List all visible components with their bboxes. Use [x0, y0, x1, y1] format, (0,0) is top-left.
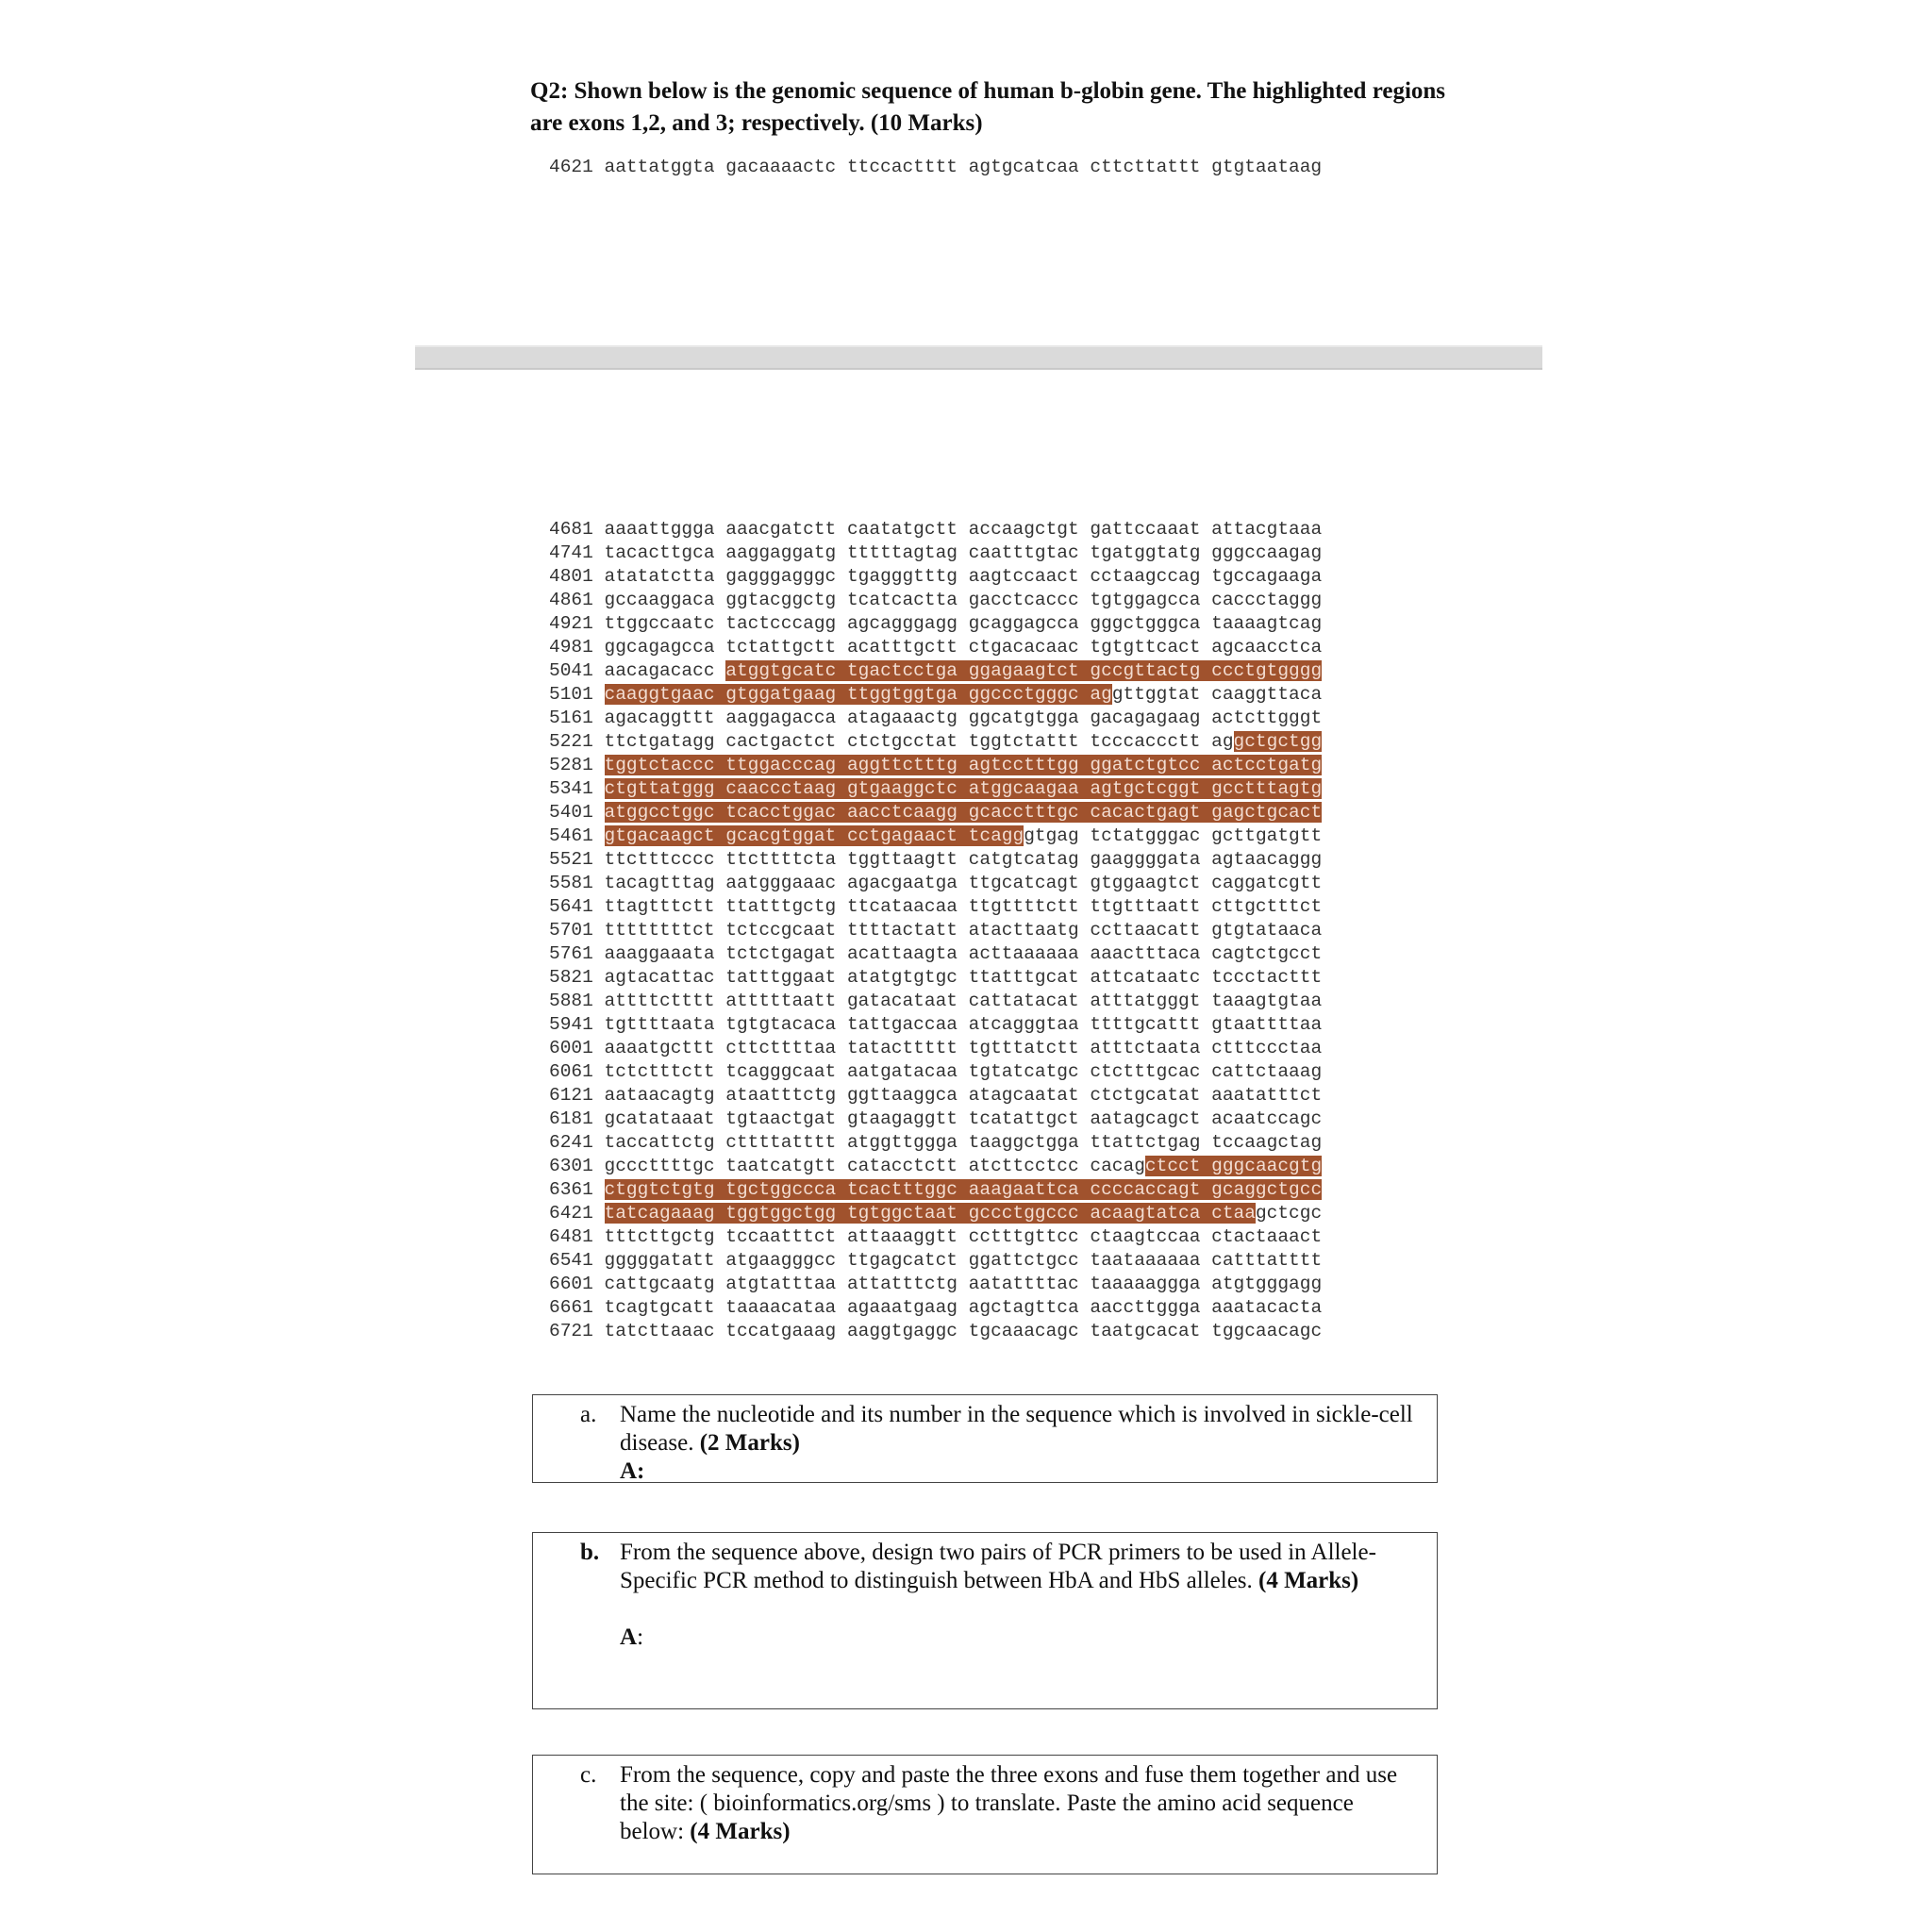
- question-b-answer-colon: :: [637, 1624, 644, 1650]
- question-c-text: From the sequence, copy and paste the three exons and fuse them together and use the site: ( bioinformatics.org/sms ) to translate. Paste the amino acid sequence below:: [620, 1762, 1398, 1844]
- sequence-row: [549, 1225, 1322, 1249]
- exon-segment: gctgctgg: [1233, 731, 1323, 752]
- sequence-position: 6601: [549, 1274, 593, 1294]
- sequence-row: [549, 848, 1322, 872]
- question-b-letter: b.: [580, 1540, 600, 1565]
- sequence-segment: tcagtgcatt taaaacataa agaaatgaag agctagttca aaccttggga aaatacacta: [604, 1297, 1323, 1318]
- sequence-row: [549, 683, 1322, 707]
- sequence-position: 5221: [549, 731, 593, 752]
- sequence-segment: ttttttttct tctccgcaat ttttactatt atacttaatg ccttaacatt gtgtataaca: [604, 920, 1323, 941]
- sequence-row: [549, 1249, 1322, 1273]
- sequence-row: [549, 589, 1322, 612]
- sequence-position: 5281: [549, 755, 593, 775]
- sequence-position: 5881: [549, 991, 593, 1011]
- sequence-row: [549, 730, 1322, 754]
- sequence-segment: tctctttctt tcagggcaat aatgatacaa tgtatcatgc ctctttgcac cattctaaag: [604, 1061, 1323, 1082]
- sequence-position: 6421: [549, 1203, 593, 1224]
- question-b-text-block: [620, 1539, 1414, 1652]
- sequence-row: [549, 565, 1322, 589]
- sequence-segment: gctcgc: [1255, 1203, 1323, 1224]
- sequence-row: [549, 1320, 1322, 1343]
- sequence-segment: tacagtttag aatgggaaac agacgaatga ttgcatcagt gtggaagtct caggatcgtt: [604, 873, 1323, 893]
- sequence-row: [549, 707, 1322, 730]
- sequence-segment: gggggatatt atgaagggcc ttgagcatct ggattctgcc taataaaaaa catttatttt: [604, 1250, 1323, 1271]
- sequence-segment: tatcttaaac tccatgaaag aaggtgaggc tgcaaacagc taatgcacat tggcaacagc: [604, 1321, 1323, 1341]
- sequence-position: 5641: [549, 896, 593, 917]
- sequence-position: 4981: [549, 637, 593, 658]
- page-separator-bar: [415, 345, 1542, 370]
- exon-segment: caaggtgaac gtggatgaag ttggtggtga ggccctgggc ag: [604, 684, 1112, 705]
- sequence-segment: aataacagtg ataatttctg ggttaaggca atagcaatat ctctgcatat aaatatttct: [604, 1085, 1323, 1106]
- sequence-row: [549, 659, 1322, 683]
- sequence-row: [549, 754, 1322, 777]
- sequence-position: 6301: [549, 1156, 593, 1176]
- sequence-position: 5161: [549, 708, 593, 728]
- sequence-row: [549, 990, 1322, 1013]
- sequence-row: [549, 541, 1322, 565]
- sequence-position: 5581: [549, 873, 593, 893]
- question-a-marks: (2 Marks): [699, 1430, 800, 1456]
- sequence-segment: ggcagagcca tctattgctt acatttgctt ctgacacaac tgtgttcact agcaacctca: [604, 637, 1323, 658]
- sequence-segment: atatatctta gagggagggc tgagggtttg aagtccaact cctaagccag tgccagaaga: [604, 566, 1323, 587]
- sequence-row: [549, 966, 1322, 990]
- sequence-position: 6001: [549, 1038, 593, 1058]
- exon-segment: ctgttatggg caaccctaag gtgaaggctc atggcaagaa agtgctcggt gcctttagtg: [604, 778, 1323, 799]
- sequence-position: 5761: [549, 943, 593, 964]
- sequence-position: 4681: [549, 519, 593, 540]
- sequence-row: [549, 1296, 1322, 1320]
- sequence-row: [549, 1155, 1322, 1178]
- sequence-row: [549, 1273, 1322, 1296]
- sequence-segment: ttggccaatc tactcccagg agcagggagg gcaggagcca gggctgggca taaaagtcag: [604, 613, 1323, 634]
- sequence-row: [549, 919, 1322, 942]
- sequence-row: [549, 1060, 1322, 1084]
- question-b-text: From the sequence above, design two pairs of PCR primers to be used in Allele-Specific PCR method to distinguish between HbA and HbS alleles.: [620, 1540, 1376, 1593]
- sequence-row: [549, 612, 1322, 636]
- sequence-position: 6661: [549, 1297, 593, 1318]
- sequence-row: [549, 1131, 1322, 1155]
- sequence-segment: cattgcaatg atgtatttaa attatttctg aatattttac taaaaaggga atgtgggagg: [604, 1274, 1323, 1294]
- sequence-row: [549, 872, 1322, 895]
- sequence-position: 6541: [549, 1250, 593, 1271]
- question-a-box: [532, 1394, 1438, 1483]
- sequence-position: 4741: [549, 542, 593, 563]
- sequence-segment: agtacattac tatttggaat atatgtgtgc ttatttgcat attcataatc tccctacttt: [604, 967, 1323, 988]
- question-c-letter: c.: [580, 1762, 597, 1788]
- sequence-row: [549, 1178, 1322, 1202]
- sequence-row: [549, 1202, 1322, 1225]
- sequence-row: [549, 636, 1322, 659]
- sequence-position: 5941: [549, 1014, 593, 1035]
- sequence-segment: gcccttttgc taatcatgtt catacctctt atcttcctcc cacag: [604, 1156, 1145, 1176]
- sequence-position: 6181: [549, 1108, 593, 1129]
- sequence-row: [549, 1037, 1322, 1060]
- question-a-text-block: [620, 1401, 1414, 1486]
- sequence-segment: tgttttaata tgtgtacaca tattgaccaa atcagggtaa ttttgcattt gtaattttaa: [604, 1014, 1323, 1035]
- sequence-segment: aaaggaaata tctctgagat acattaagta acttaaaaaa aaactttaca cagtctgcct: [604, 943, 1323, 964]
- question-b-marks: (4 Marks): [1258, 1568, 1359, 1593]
- sequence-segment: gttggtat caaggttaca: [1111, 684, 1323, 705]
- sequence-first-line: 4621 aattatggta gacaaaactc ttccactttt agtgcatcaa cttcttattt gtgtaataag: [549, 157, 1323, 177]
- sequence-segment: gccaaggaca ggtacggctg tcatcactta gacctcaccc tgtggagcca caccctaggg: [604, 590, 1323, 610]
- sequence-position: 6481: [549, 1226, 593, 1247]
- exon-segment: gtgacaagct gcacgtggat cctgagaact tcagg: [604, 825, 1024, 846]
- sequence-position: 5041: [549, 660, 593, 681]
- sequence-segment: taccattctg cttttatttt atggttggga taaggctgga ttattctgag tccaagctag: [604, 1132, 1323, 1153]
- sequence-row: [549, 801, 1322, 824]
- sequence-position: 4921: [549, 613, 593, 634]
- sequence-position: 6721: [549, 1321, 593, 1341]
- sequence-segment: tttcttgctg tccaatttct attaaaggtt cctttgttcc ctaagtccaa ctactaaact: [604, 1226, 1323, 1247]
- sequence-position: 6361: [549, 1179, 593, 1200]
- sequence-position: 6241: [549, 1132, 593, 1153]
- sequence-position: 5521: [549, 849, 593, 870]
- exon-segment: atggcctggc tcacctggac aacctcaagg gcacctttgc cacactgagt gagctgcact: [604, 802, 1323, 823]
- sequence-row: [549, 777, 1322, 801]
- sequence-segment: attttctttt atttttaatt gatacataat cattatacat atttatgggt taaagtgtaa: [604, 991, 1323, 1011]
- question-c-text-block: [620, 1761, 1414, 1846]
- sequence-segment: gtgag tctatgggac gcttgatgtt: [1024, 825, 1323, 846]
- sequence-row: [549, 942, 1322, 966]
- exon-segment: ctcct gggcaacgtg: [1144, 1156, 1323, 1176]
- sequence-segment: agacaggttt aaggagacca atagaaactg ggcatgtgga gacagagaag actcttgggt: [604, 708, 1323, 728]
- sequence-segment: ttctgatagg cactgactct ctctgcctat tggtctattt tcccaccctt ag: [604, 731, 1234, 752]
- sequence-position: 5461: [549, 825, 593, 846]
- sequence-position: 5341: [549, 778, 593, 799]
- sequence-position: 6121: [549, 1085, 593, 1106]
- sequence-segment: ttctttcccc ttcttttcta tggttaagtt catgtcatag gaaggggata agtaacaggg: [604, 849, 1323, 870]
- exon-segment: tatcagaaag tggtggctgg tgtggctaat gccctggccc acaagtatca ctaa: [604, 1203, 1256, 1224]
- question-a-letter: a.: [580, 1402, 597, 1427]
- sequence-segment: ttagtttctt ttatttgctg ttcataacaa ttgttttctt ttgtttaatt cttgctttct: [604, 896, 1323, 917]
- sequence-row: [549, 1084, 1322, 1108]
- sequence-position: 5701: [549, 920, 593, 941]
- sequence-row: [549, 824, 1322, 848]
- sequence-segment: aacagacacc: [604, 660, 726, 681]
- sequence-segment: aaaattggga aaacgatctt caatatgctt accaagctgt gattccaaat attacgtaaa: [604, 519, 1323, 540]
- genomic-sequence-block: [549, 518, 1322, 1343]
- question-c-marks: (4 Marks): [690, 1819, 791, 1844]
- question-a-text: Name the nucleotide and its number in the sequence which is involved in sickle-cell disease.: [620, 1402, 1413, 1456]
- exon-segment: atggtgcatc tgactcctga ggagaagtct gccgttactg ccctgtgggg: [725, 660, 1323, 681]
- sequence-position: 5101: [549, 684, 593, 705]
- sequence-segment: aaaatgcttt cttcttttaa tatacttttt tgtttatctt atttctaata ctttccctaa: [604, 1038, 1323, 1058]
- sequence-position: 6061: [549, 1061, 593, 1082]
- exon-segment: tggtctaccc ttggacccag aggttctttg agtcctttgg ggatctgtcc actcctgatg: [604, 755, 1323, 775]
- question-c-box: [532, 1755, 1438, 1874]
- question-b-answer-label: A: [620, 1624, 638, 1650]
- exon-segment: ctggtctgtg tgctggccca tcactttggc aaagaattca ccccaccagt gcaggctgcc: [604, 1179, 1323, 1200]
- sequence-segment: tacacttgca aaggaggatg tttttagtag caatttgtac tgatggtatg gggccaagag: [604, 542, 1323, 563]
- question-a-answer-label[interactable]: A:: [620, 1458, 645, 1484]
- sequence-position: 5821: [549, 967, 593, 988]
- sequence-row: [549, 1013, 1322, 1037]
- sequence-position: 4861: [549, 590, 593, 610]
- sequence-position: 5401: [549, 802, 593, 823]
- sequence-row: [549, 1108, 1322, 1131]
- sequence-row: [549, 895, 1322, 919]
- question-b-answer-line[interactable]: [620, 1624, 643, 1650]
- question-b-box: [532, 1532, 1438, 1709]
- sequence-segment: gcatataaat tgtaactgat gtaagaggtt tcatattgct aatagcagct acaatccagc: [604, 1108, 1323, 1129]
- sequence-position: 4801: [549, 566, 593, 587]
- question-title: Q2: Shown below is the genomic sequence of human b-globin gene. The highlighted regions are exons 1,2, and 3; respectively. (10 Marks): [530, 78, 1446, 136]
- sequence-row: [549, 518, 1322, 541]
